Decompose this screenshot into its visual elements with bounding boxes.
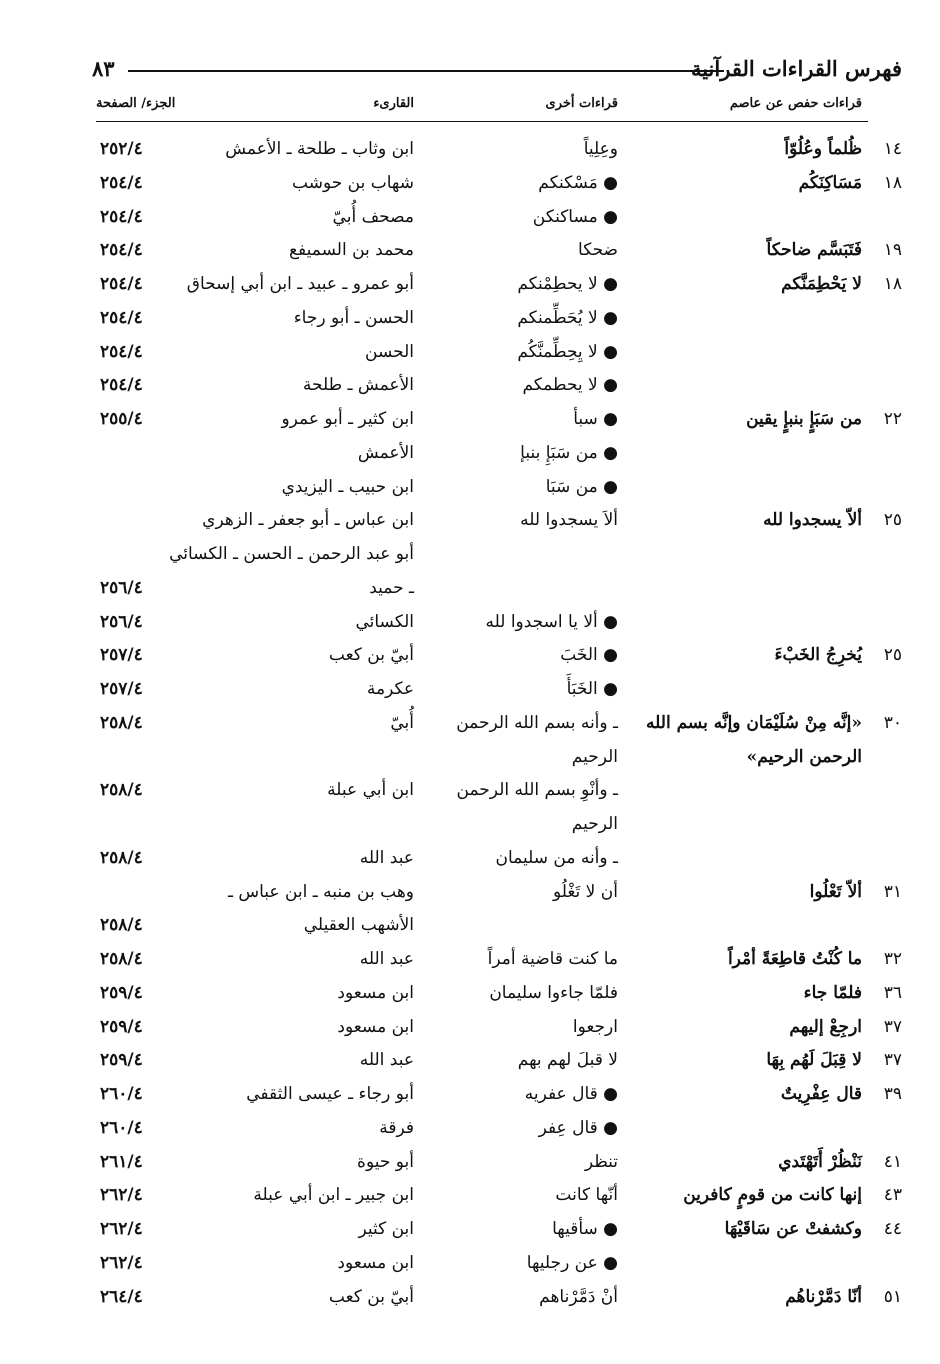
- other-reading: ● الخَبَ: [560, 645, 618, 666]
- other-reading: ما كنت قاضية أمراً: [487, 949, 618, 969]
- column-header-reader: القارىء: [373, 96, 414, 111]
- verse-number: ١٩: [883, 240, 902, 261]
- hafs-reading: ألاّ يسجدوا لله: [763, 510, 862, 531]
- other-reading: أنّها كانت: [555, 1185, 618, 1206]
- volume-page-ref: ٢٦٢/٤: [100, 1219, 143, 1239]
- volume-page-ref: ٢٥٧/٤: [100, 645, 143, 666]
- verse-number: ٣٠: [883, 712, 902, 733]
- reader-name: أبو عمرو ـ عبيد ـ ابن أبي إسحاق: [186, 274, 414, 294]
- verse-number: ٣١: [883, 881, 902, 902]
- other-reading: ـ وأنْوِ بسم الله الرحمن: [456, 780, 618, 801]
- other-reading: الرحيم: [571, 746, 618, 767]
- table-row: [0, 811, 940, 845]
- table-row: [0, 912, 940, 946]
- verse-number: ٣٢: [883, 949, 902, 969]
- table-row: [0, 1149, 940, 1183]
- table-row: [0, 575, 940, 609]
- verse-number: ٢٥: [883, 510, 902, 531]
- other-reading: ـ وأنه بسم الله الرحمن: [456, 712, 618, 733]
- reader-name: الحسن: [365, 341, 414, 362]
- volume-page-ref: ٢٥٤/٤: [100, 375, 143, 396]
- table-row: [0, 1216, 940, 1250]
- other-reading: ● عن رجليها: [526, 1252, 618, 1273]
- other-reading: لا قبلَ لهم بهم: [517, 1050, 618, 1071]
- reader-name: مصحف أُبيّ: [332, 206, 414, 227]
- reader-name: عبد الله: [359, 847, 414, 868]
- other-reading: أنْ دَمَّرْناهم: [539, 1286, 618, 1307]
- reader-name: الأشهب العقيلي: [303, 915, 414, 936]
- table-row: [0, 237, 940, 271]
- hafs-reading: من سَبَإٍ بنبإٍ يقين: [746, 409, 862, 429]
- hafs-reading: فَتَبَسَّم ضاحكاً: [766, 240, 862, 261]
- table-row: [0, 1115, 940, 1149]
- volume-page-ref: ٢٥٦/٤: [100, 611, 143, 632]
- other-reading: ● مَسْكنكم: [538, 172, 618, 193]
- reader-name: ابن كثير ـ أبو عمرو: [281, 409, 414, 429]
- verse-number: ٣٦: [883, 982, 902, 1003]
- volume-page-ref: ٢٦٢/٤: [100, 1252, 143, 1273]
- verse-number: ١٤: [883, 139, 902, 159]
- reader-name: ابن وثاب ـ طلحة ـ الأعمش: [225, 139, 414, 159]
- table-row: [0, 609, 940, 643]
- reader-name: أبو عبد الرحمن ـ الحسن ـ الكسائي: [169, 544, 414, 564]
- volume-page-ref: ٢٦١/٤: [100, 1151, 143, 1172]
- column-header-hafs: قراءات حفص عن عاصم: [729, 96, 862, 111]
- other-reading: ● لا يِحِطِّمنَّكُم: [517, 341, 618, 362]
- verse-number: ٣٧: [883, 1016, 902, 1037]
- reader-name: الأعمش ـ طلحة: [302, 375, 414, 396]
- table-row: [0, 777, 940, 811]
- hafs-reading: نَنْظُرْ أَتَهْتَدي: [778, 1151, 862, 1172]
- table-row: [0, 1047, 940, 1081]
- table-row: [0, 474, 940, 508]
- reader-name: أبيّ بن كعب: [328, 645, 414, 666]
- verse-number: ٤٣: [883, 1185, 902, 1206]
- hafs-reading: لا يَحْطِمَنَّكم: [781, 274, 862, 294]
- other-reading: ● الخَبَأَ: [566, 679, 618, 699]
- hafs-reading: الرحمن الرحيم»: [746, 746, 862, 767]
- volume-page-ref: ٢٥٤/٤: [100, 307, 143, 328]
- table-row: [0, 372, 940, 406]
- table-row: [0, 170, 940, 204]
- other-reading: ● سأقيها: [552, 1219, 618, 1239]
- reader-name: أُبيّ: [390, 712, 414, 733]
- other-reading: أن لا تَغْلُو: [552, 881, 618, 902]
- other-reading: ارجعوا: [572, 1016, 618, 1037]
- reader-name: عكرمة: [366, 679, 414, 699]
- verse-number: ٥١: [883, 1286, 902, 1307]
- reader-name: عبد الله: [359, 949, 414, 969]
- reader-name: وهب بن منبه ـ ابن عباس ـ: [227, 881, 414, 902]
- other-reading: ـ وأنه من سليمان: [495, 847, 618, 868]
- other-reading: ● مساكنكن: [532, 206, 618, 227]
- other-reading: ● سبأ: [573, 409, 618, 429]
- verse-number: ١٨: [883, 172, 902, 193]
- reader-name: ابن مسعود: [337, 982, 414, 1003]
- other-reading: ● لا يحطمكم: [522, 375, 618, 396]
- table-row: [0, 541, 940, 575]
- volume-page-ref: ٢٦٠/٤: [100, 1117, 143, 1138]
- table-row: [0, 440, 940, 474]
- running-header-title: فهرس القراءات القرآنية: [690, 56, 902, 81]
- reader-name: عبد الله: [359, 1050, 414, 1071]
- volume-page-ref: ٢٥٩/٤: [100, 982, 143, 1003]
- volume-page-ref: ٢٥٨/٤: [100, 780, 143, 801]
- hafs-reading: ما كُنْتُ قاطِعَةً أمْراً: [727, 949, 862, 969]
- hafs-reading: فلمّا جاء: [803, 982, 862, 1003]
- reader-name: ابن مسعود: [337, 1252, 414, 1273]
- reader-name: ابن أبي عبلة: [327, 780, 414, 801]
- verse-number: ١٨: [883, 274, 902, 294]
- volume-page-ref: ٢٦٤/٤: [100, 1286, 143, 1307]
- table-row: [0, 1014, 940, 1048]
- reader-name: ابن عباس ـ أبو جعفر ـ الزهري: [202, 510, 414, 531]
- other-reading: ● لا يُحَطِّمنكم: [517, 307, 618, 328]
- table-row: [0, 744, 940, 778]
- volume-page-ref: ٢٥٦/٤: [100, 577, 143, 598]
- volume-page-ref: ٢٦٢/٤: [100, 1185, 143, 1206]
- volume-page-ref: ٢٥٨/٤: [100, 915, 143, 936]
- page-number: ٨٣: [92, 56, 115, 81]
- volume-page-ref: ٢٥٤/٤: [100, 274, 143, 294]
- other-reading: وعِلِياً: [583, 139, 618, 159]
- reader-name: فرقة: [379, 1117, 414, 1138]
- verse-number: ٣٩: [883, 1084, 902, 1104]
- reader-name: ـ حميد: [369, 577, 414, 598]
- reader-name: ابن كثير: [358, 1219, 414, 1239]
- volume-page-ref: ٢٥٧/٤: [100, 679, 143, 699]
- other-reading: ألاَ يسجدوا لله: [520, 510, 618, 531]
- other-reading: فلمّا جاءوا سليمان: [489, 982, 618, 1003]
- column-header-volume-page: الجزء/ الصفحة: [96, 96, 176, 111]
- reader-name: أبو حيوة: [357, 1151, 414, 1172]
- table-row: [0, 339, 940, 373]
- reader-name: الحسن ـ أبو رجاء: [293, 307, 414, 328]
- table-row: [0, 676, 940, 710]
- other-reading: تنظر: [584, 1151, 618, 1172]
- reader-name: أبيّ بن كعب: [328, 1286, 414, 1307]
- table-row: [0, 271, 940, 305]
- hafs-reading: ارجِعْ إليهم: [789, 1016, 862, 1037]
- other-reading: ● ألا يا اسجدوا لله: [485, 611, 618, 632]
- hafs-reading: لا قِبَلَ لَهُم بِهَا: [766, 1050, 862, 1071]
- volume-page-ref: ٢٥٤/٤: [100, 240, 143, 261]
- table-row: [0, 642, 940, 676]
- hafs-reading: أنّا دَمَّرْناهُم: [785, 1286, 862, 1307]
- table-row: [0, 204, 940, 238]
- column-header-other-readings: قراءات أخرى: [545, 96, 618, 111]
- table-row: [0, 136, 940, 170]
- reader-name: الكسائي: [355, 611, 414, 632]
- volume-page-ref: ٢٥٢/٤: [100, 139, 143, 159]
- reader-name: الأعمش: [357, 442, 414, 463]
- table-row: [0, 946, 940, 980]
- table-row: [0, 879, 940, 913]
- volume-page-ref: ٢٦٠/٤: [100, 1084, 143, 1104]
- other-reading: ● قال عفريه: [524, 1084, 618, 1104]
- table-row: [0, 980, 940, 1014]
- hafs-reading: إنها كانت من قومٍ كافرين: [683, 1185, 862, 1206]
- table-row: [0, 1182, 940, 1216]
- volume-page-ref: ٢٥٩/٤: [100, 1050, 143, 1071]
- hafs-reading: يُخرِجُ الخَبْءَ: [774, 645, 862, 666]
- table-row: [0, 1250, 940, 1284]
- volume-page-ref: ٢٥٤/٤: [100, 172, 143, 193]
- hafs-reading: مَسَاكِنَكُم: [798, 172, 862, 193]
- volume-page-ref: ٢٥٨/٤: [100, 847, 143, 868]
- table-row: [0, 1081, 940, 1115]
- verse-number: ٤٤: [883, 1219, 902, 1239]
- hafs-reading: وكشفتْ عن سَاقَيْهَا: [724, 1219, 862, 1239]
- other-reading: الرحيم: [571, 814, 618, 834]
- hafs-reading: ألاّ تَعْلُوا: [809, 881, 862, 902]
- other-reading: ● قال عِفر: [538, 1117, 618, 1138]
- volume-page-ref: ٢٥٤/٤: [100, 206, 143, 227]
- volume-page-ref: ٢٥٩/٤: [100, 1016, 143, 1037]
- reader-name: أبو رجاء ـ عيسى الثقفي: [246, 1084, 414, 1104]
- reader-name: محمد بن السميفع: [289, 240, 414, 261]
- verse-number: ٤١: [883, 1151, 902, 1172]
- table-row: [0, 507, 940, 541]
- other-reading: ● من سَبَإِ بنبإ: [520, 442, 618, 463]
- other-reading: ● من سَبَا: [545, 476, 618, 497]
- hafs-reading: «إنَّه مِنْ سُلَيْمَان وإنَّه بسم الله: [646, 712, 862, 733]
- volume-page-ref: ٢٥٥/٤: [100, 409, 143, 429]
- hafs-reading: قال عِفْرِيتٌ: [780, 1084, 862, 1104]
- reader-name: ابن جبير ـ ابن أبي عبلة: [253, 1185, 414, 1206]
- table-row: [0, 305, 940, 339]
- volume-page-ref: ٢٥٤/٤: [100, 341, 143, 362]
- table-row: [0, 845, 940, 879]
- volume-page-ref: ٢٥٨/٤: [100, 712, 143, 733]
- hafs-reading: ظُلماً وعُلُوّاً: [784, 139, 862, 159]
- verse-number: ٢٥: [883, 645, 902, 666]
- reader-name: ابن مسعود: [337, 1016, 414, 1037]
- verse-number: ٣٧: [883, 1050, 902, 1071]
- table-row: [0, 1284, 940, 1318]
- other-reading: ● لا يحطِمْنكم: [517, 274, 618, 294]
- reader-name: شهاب بن حوشب: [292, 172, 414, 193]
- other-reading: ضحكا: [578, 240, 618, 261]
- table-row: [0, 710, 940, 744]
- volume-page-ref: ٢٥٨/٤: [100, 949, 143, 969]
- verse-number: ٢٢: [883, 409, 902, 429]
- table-row: [0, 406, 940, 440]
- reader-name: ابن حبيب ـ اليزيدي: [281, 476, 414, 497]
